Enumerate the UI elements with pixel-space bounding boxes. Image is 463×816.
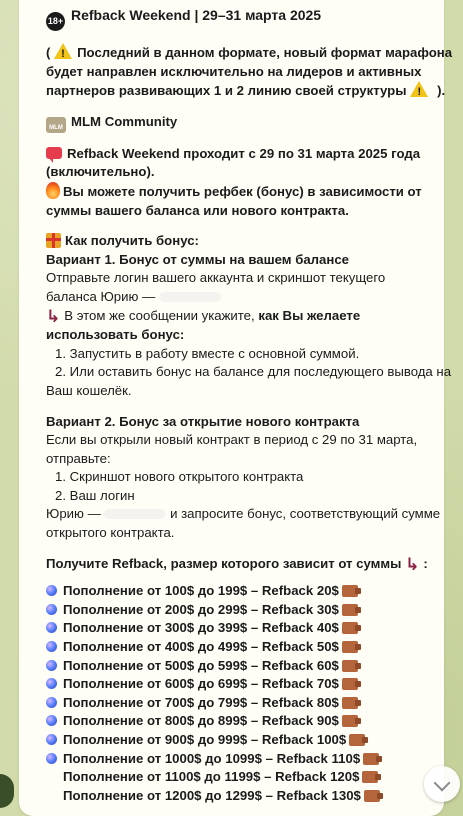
tier-text: Пополнение от 1000$ до 1099$ – Refback 110$ <box>63 750 361 766</box>
tier-row <box>46 731 458 750</box>
community-link[interactable] <box>46 113 458 133</box>
tier-row <box>46 675 458 694</box>
curved-arrow-icon: ↳ <box>46 306 61 326</box>
message-title: Refback Weekend | 29–31 марта 2025 <box>71 7 322 23</box>
tier-text: Пополнение от 600$ до 699$ – Refback 70$ <box>63 676 339 692</box>
v1-line-1: Отправьте логин вашего аккаунта и скриншот текущего <box>46 270 386 286</box>
v2-line-1: Если вы открыли новый контракт в период с 29 по 31 марта, <box>46 432 418 448</box>
bullet-orb-icon <box>46 715 57 726</box>
how-title <box>46 232 458 251</box>
v2-line-3a: Юрию — <box>46 506 101 522</box>
wallet-icon <box>342 622 358 634</box>
v2-line-2: отправьте: <box>46 450 111 466</box>
intro-text-1: Последний в данном формате, новый формат марафона <box>77 45 453 60</box>
intro-line-3: партнеров развивающих 1 и 2 линию своей структуры! ). <box>46 81 458 101</box>
v2-line-3 <box>46 505 458 524</box>
tier-text: Пополнение от 800$ до 899$ – Refback 90$ <box>63 713 339 729</box>
warning-icon <box>410 81 428 97</box>
tier-text: Пополнение от 300$ до 399$ – Refback 40$ <box>63 620 339 636</box>
speech-bubble-icon <box>46 147 62 159</box>
wallet-icon <box>342 604 358 616</box>
v2-item-2: 2. Ваш логин <box>55 487 135 503</box>
tier-row <box>46 601 458 620</box>
refback-dates-line <box>46 145 458 164</box>
v1-line-2-text: баланса Юрию — <box>46 288 156 304</box>
v2-item-1: 1. Скриншот нового открытого контракта <box>55 469 304 485</box>
v1-line-3a: В этом же сообщении укажите, <box>64 307 255 323</box>
wallet-icon <box>342 678 358 690</box>
get-refback-text: Получите Refback, размер которого зависит от суммы <box>46 555 402 571</box>
v2-line-4: открытого контракта. <box>46 525 175 541</box>
refback-info-line-2: суммы вашего баланса или нового контракта. <box>46 202 349 218</box>
curved-arrow-icon: ↳ <box>405 554 420 574</box>
tier-text: Пополнение от 500$ до 599$ – Refback 60$ <box>63 657 339 673</box>
bullet-orb-icon <box>46 753 57 764</box>
message-content <box>46 4 458 805</box>
refback-inclusive: (включительно). <box>46 164 155 180</box>
age-badge-icon: 18+ <box>46 12 65 31</box>
message-bubble <box>19 0 453 816</box>
tier-row <box>46 750 458 769</box>
how-title-text: Как получить бонус: <box>65 233 199 249</box>
tier-text: Пополнение от 100$ до 199$ – Refback 20$ <box>63 583 339 599</box>
v1-item-2: 2. Или оставить бонус на балансе для последующего вывода на <box>55 364 452 380</box>
intro-text-3: партнеров развивающих 1 и 2 линию своей структуры <box>46 83 407 99</box>
bullet-orb-icon <box>46 641 57 652</box>
v1-item-2-cont: Ваш кошелёк. <box>46 382 132 398</box>
tier-text: Пополнение от 1100$ до 1199$ – Refback 120$ <box>63 769 360 785</box>
v1-item-1: 1. Запустить в работу вместе с основной суммой. <box>55 345 360 361</box>
wallet-icon <box>349 734 365 746</box>
bullet-orb-icon <box>46 678 57 689</box>
v1-line-4: использовать бонус: <box>46 327 185 343</box>
tier-text: Пополнение от 400$ до 499$ – Refback 50$ <box>63 639 339 655</box>
tier-text: Пополнение от 200$ до 299$ – Refback 30$ <box>63 601 339 617</box>
wallet-icon <box>342 697 358 709</box>
community-name: MLM Community <box>71 113 178 129</box>
wallet-icon <box>342 641 358 653</box>
tier-row <box>46 657 458 676</box>
v1-line-3b: как Вы желаете <box>258 307 361 323</box>
wallet-icon <box>342 585 358 597</box>
variant2-title: Вариант 2. Бонус за открытие нового контракта <box>46 413 360 429</box>
tier-text: Пополнение от 700$ до 799$ – Refback 80$ <box>63 694 339 710</box>
fire-icon <box>46 182 60 199</box>
tier-row <box>46 619 458 638</box>
bullet-orb-icon <box>46 697 57 708</box>
tier-row <box>46 712 458 731</box>
tier-row <box>46 638 458 657</box>
tier-text: Пополнение от 900$ до 999$ – Refback 100$ <box>63 732 347 747</box>
intro-line-1 <box>46 43 458 63</box>
scroll-down-button[interactable] <box>424 766 460 802</box>
tier-list <box>46 582 458 805</box>
variant1-title: Вариант 1. Бонус от суммы на вашем балансе <box>46 251 350 267</box>
bullet-orb-icon <box>46 604 57 615</box>
wallet-icon <box>364 790 380 802</box>
wallet-icon <box>342 715 358 727</box>
refback-info-text: Вы можете получить рефбек (бонус) в зависимости от <box>63 183 422 199</box>
warning-icon <box>54 43 72 59</box>
hidden-contact <box>159 292 221 302</box>
refback-dates-text: Refback Weekend проходит с 29 по 31 марта 2025 года <box>67 145 421 161</box>
tier-row <box>46 582 458 601</box>
tier-row <box>46 768 458 787</box>
refback-info-line <box>46 182 458 202</box>
v1-line-2 <box>46 288 458 307</box>
message-header <box>46 4 458 31</box>
get-refback-line: Получите Refback, размер которого зависит от суммы ↳ : <box>46 554 428 574</box>
bullet-orb-icon <box>46 660 57 671</box>
bullet-orb-icon <box>46 734 57 745</box>
bullet-orb-icon <box>46 585 57 596</box>
v1-line-3 <box>46 307 458 327</box>
v2-line-3b: и запросите бонус, соответствующий сумме <box>170 506 441 522</box>
intro-line-2: будет направлен исключительно на лидеров и активных <box>46 63 422 79</box>
wallet-icon <box>363 753 379 765</box>
gift-icon <box>46 233 61 248</box>
wallet-icon <box>362 771 378 783</box>
tier-text: Пополнение от 1200$ до 1299$ – Refback 130$ <box>63 787 361 803</box>
wallet-icon <box>342 660 358 672</box>
hidden-contact <box>104 509 166 519</box>
intro-text-1-prefix: ( <box>46 45 51 60</box>
tier-row <box>46 787 458 806</box>
mlm-logo-icon: MLM <box>46 117 66 133</box>
tier-row <box>46 694 458 713</box>
bullet-orb-icon <box>46 622 57 633</box>
